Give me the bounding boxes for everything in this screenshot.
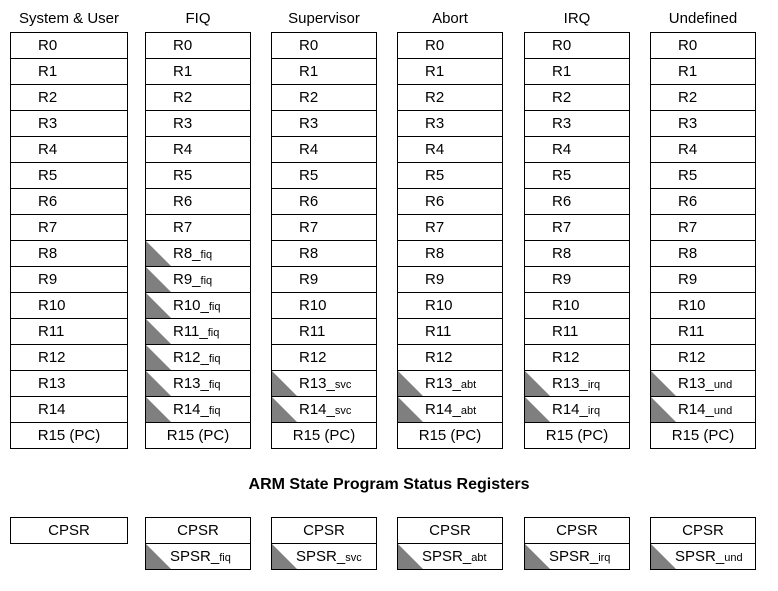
reg-name: R13_	[299, 375, 335, 392]
reg-cell	[397, 137, 503, 163]
reg-cell	[524, 32, 630, 59]
reg-cell	[650, 163, 756, 189]
mode-header: IRQ	[563, 10, 591, 27]
reg-name: R15 (PC)	[545, 427, 609, 444]
reg-cell	[524, 85, 630, 111]
mode-header: Undefined	[668, 10, 738, 27]
reg-mode-suffix: und	[713, 379, 733, 391]
banked-register-marker	[146, 241, 171, 266]
reg-name: R9	[678, 271, 698, 288]
reg-name: R4	[38, 141, 58, 158]
reg-name: R3	[678, 115, 698, 132]
reg-cell	[271, 32, 377, 59]
reg-cell	[271, 137, 377, 163]
reg-cell	[524, 163, 630, 189]
reg-cell	[397, 371, 503, 397]
reg-name: R5	[552, 167, 572, 184]
reg-cell	[10, 111, 128, 137]
psr-mode-suffix: irq	[598, 552, 611, 564]
reg-cell	[10, 371, 128, 397]
psr-name: SPSR_	[675, 548, 725, 565]
reg-name: R7	[173, 219, 193, 236]
reg-mode-suffix: fiq	[200, 249, 213, 261]
reg-cell	[10, 397, 128, 423]
reg-name: R3	[38, 115, 58, 132]
reg-cell	[650, 111, 756, 137]
reg-name: R6	[425, 193, 445, 210]
reg-cell	[145, 267, 251, 293]
banked-register-marker	[398, 397, 423, 422]
reg-name: R14_	[299, 401, 335, 418]
reg-name: R6	[173, 193, 193, 210]
reg-name: R11	[678, 323, 705, 340]
reg-name: R2	[552, 89, 572, 106]
reg-name: R13_	[678, 375, 714, 392]
reg-name: R0	[38, 37, 58, 54]
psr-name: SPSR_	[422, 548, 472, 565]
reg-name: R11	[38, 323, 65, 340]
mode-column	[397, 6, 503, 449]
psr-name: CPSR	[556, 522, 598, 539]
reg-cell	[397, 293, 503, 319]
reg-name: R15 (PC)	[166, 427, 230, 444]
reg-name: R10_	[173, 297, 209, 314]
reg-cell	[10, 163, 128, 189]
reg-name: R9_	[173, 271, 201, 288]
banked-register-marker	[525, 544, 550, 569]
reg-cell	[10, 189, 128, 215]
reg-name: R1	[299, 63, 319, 80]
reg-cell	[524, 189, 630, 215]
reg-name: R7	[38, 219, 58, 236]
reg-cell	[524, 59, 630, 85]
psr-cell	[271, 544, 377, 570]
reg-cell	[524, 345, 630, 371]
reg-cell	[271, 111, 377, 137]
reg-mode-suffix: fiq	[200, 275, 213, 287]
psr-mode-suffix: abt	[471, 552, 487, 564]
reg-cell	[524, 397, 630, 423]
reg-cell	[650, 319, 756, 345]
reg-name: R12	[38, 349, 66, 366]
banked-register-marker	[146, 371, 171, 396]
reg-name: R1	[678, 63, 698, 80]
reg-mode-suffix: svc	[334, 379, 352, 391]
psr-name: SPSR_	[170, 548, 220, 565]
banked-register-marker	[272, 544, 297, 569]
reg-cell	[650, 397, 756, 423]
reg-mode-suffix: abt	[460, 379, 477, 391]
reg-cell	[397, 85, 503, 111]
banked-register-marker	[146, 267, 171, 292]
banked-register-marker	[146, 345, 171, 370]
reg-name: R5	[425, 167, 445, 184]
psr-mode-suffix: und	[724, 552, 743, 564]
reg-cell	[271, 293, 377, 319]
reg-cell	[397, 397, 503, 423]
register-bank	[524, 32, 630, 449]
reg-name: R4	[299, 141, 319, 158]
reg-mode-suffix: fiq	[208, 353, 221, 365]
banked-register-marker	[146, 319, 171, 344]
reg-name: R2	[425, 89, 445, 106]
reg-cell	[650, 293, 756, 319]
reg-cell	[397, 163, 503, 189]
status-register-group	[397, 517, 503, 570]
psr-cell	[145, 544, 251, 570]
reg-name: R1	[552, 63, 572, 80]
banked-register-marker	[525, 397, 550, 422]
reg-cell	[145, 215, 251, 241]
reg-name: R3	[299, 115, 319, 132]
reg-cell	[145, 397, 251, 423]
reg-cell	[10, 137, 128, 163]
reg-name: R2	[38, 89, 58, 106]
banked-register-marker	[398, 371, 423, 396]
psr-cell	[397, 544, 503, 570]
reg-name: R5	[299, 167, 319, 184]
reg-cell	[10, 241, 128, 267]
reg-name: R6	[678, 193, 698, 210]
reg-cell	[10, 215, 128, 241]
reg-cell	[145, 163, 251, 189]
reg-cell	[650, 59, 756, 85]
reg-cell	[397, 241, 503, 267]
reg-cell	[650, 267, 756, 293]
reg-cell	[650, 241, 756, 267]
reg-name: R2	[173, 89, 193, 106]
reg-cell	[524, 319, 630, 345]
reg-mode-suffix: fiq	[207, 327, 220, 339]
reg-cell	[145, 85, 251, 111]
status-register-group	[145, 517, 251, 570]
reg-cell	[524, 137, 630, 163]
reg-name: R11_	[173, 323, 208, 340]
reg-name: R8	[552, 245, 572, 262]
reg-cell	[10, 59, 128, 85]
reg-mode-suffix: fiq	[208, 379, 221, 391]
reg-cell	[271, 397, 377, 423]
reg-cell	[650, 189, 756, 215]
reg-mode-suffix: fiq	[208, 405, 221, 417]
reg-name: R15 (PC)	[418, 427, 482, 444]
reg-name: R13_	[425, 375, 461, 392]
reg-name: R3	[552, 115, 572, 132]
reg-name: R15 (PC)	[671, 427, 735, 444]
reg-name: R14_	[552, 401, 588, 418]
reg-name: R8	[38, 245, 58, 262]
reg-cell	[397, 319, 503, 345]
reg-cell	[397, 189, 503, 215]
reg-name: R7	[425, 219, 445, 236]
mode-header: Abort	[432, 10, 468, 27]
reg-name: R3	[173, 115, 193, 132]
reg-name: R12	[425, 349, 453, 366]
psr-name: CPSR	[303, 522, 345, 539]
reg-mode-suffix: fiq	[208, 301, 221, 313]
psr-name: CPSR	[682, 522, 724, 539]
reg-name: R8_	[173, 245, 201, 262]
reg-name: R4	[678, 141, 698, 158]
reg-name: R11	[552, 323, 579, 340]
banked-register-marker	[272, 371, 297, 396]
banked-register-marker	[272, 397, 297, 422]
reg-cell	[271, 85, 377, 111]
reg-cell	[397, 215, 503, 241]
reg-cell	[271, 423, 377, 449]
psr-cell	[524, 544, 630, 570]
reg-name: R15 (PC)	[37, 427, 101, 444]
status-register-group	[524, 517, 630, 570]
reg-cell	[10, 423, 128, 449]
reg-cell	[145, 345, 251, 371]
reg-cell	[650, 345, 756, 371]
reg-mode-suffix: abt	[460, 405, 477, 417]
reg-cell	[271, 345, 377, 371]
reg-cell	[145, 59, 251, 85]
psr-section-title: ARM State Program Status Registers	[248, 476, 530, 493]
reg-cell	[271, 215, 377, 241]
reg-cell	[524, 111, 630, 137]
reg-cell	[650, 215, 756, 241]
reg-name: R14_	[173, 401, 209, 418]
reg-cell	[10, 85, 128, 111]
reg-name: R6	[38, 193, 58, 210]
banked-register-marker	[651, 544, 676, 569]
reg-name: R14_	[678, 401, 714, 418]
reg-cell	[397, 267, 503, 293]
reg-cell	[650, 137, 756, 163]
reg-mode-suffix: irq	[587, 405, 601, 417]
reg-name: R0	[552, 37, 572, 54]
reg-name: R9	[425, 271, 445, 288]
status-register-group	[271, 517, 377, 570]
mode-header: Supervisor	[288, 10, 360, 27]
reg-name: R12_	[173, 349, 209, 366]
reg-name: R1	[425, 63, 445, 80]
reg-cell	[145, 189, 251, 215]
reg-name: R13_	[173, 375, 209, 392]
reg-name: R11	[425, 323, 452, 340]
reg-name: R9	[38, 271, 58, 288]
reg-cell	[397, 111, 503, 137]
reg-name: R4	[425, 141, 445, 158]
reg-name: R8	[299, 245, 319, 262]
psr-name: CPSR	[48, 522, 90, 539]
reg-name: R13	[38, 375, 66, 392]
reg-name: R10	[425, 297, 453, 314]
reg-name: R4	[173, 141, 193, 158]
reg-cell	[524, 241, 630, 267]
reg-cell	[271, 241, 377, 267]
reg-cell	[10, 345, 128, 371]
psr-cell	[397, 517, 503, 544]
reg-cell	[10, 319, 128, 345]
reg-cell	[145, 319, 251, 345]
reg-name: R0	[425, 37, 445, 54]
reg-name: R14_	[425, 401, 461, 418]
reg-name: R10	[678, 297, 706, 314]
reg-cell	[10, 267, 128, 293]
psr-cell	[524, 517, 630, 544]
reg-cell	[524, 423, 630, 449]
reg-name: R7	[299, 219, 319, 236]
reg-name: R5	[173, 167, 193, 184]
reg-name: R8	[678, 245, 698, 262]
reg-name: R12	[299, 349, 327, 366]
reg-cell	[271, 319, 377, 345]
reg-cell	[524, 267, 630, 293]
reg-name: R14	[38, 401, 66, 418]
reg-mode-suffix: und	[713, 405, 733, 417]
reg-name: R0	[173, 37, 193, 54]
status-register-group	[10, 517, 128, 544]
reg-name: R11	[299, 323, 326, 340]
mode-header: System & User	[18, 10, 120, 27]
reg-cell	[524, 293, 630, 319]
mode-column	[10, 6, 128, 449]
reg-cell	[271, 59, 377, 85]
reg-cell	[271, 371, 377, 397]
psr-mode-suffix: fiq	[219, 552, 231, 564]
mode-column	[650, 6, 756, 449]
reg-cell	[397, 32, 503, 59]
psr-cell	[145, 517, 251, 544]
banked-register-marker	[146, 293, 171, 318]
reg-name: R7	[678, 219, 698, 236]
reg-name: R5	[38, 167, 58, 184]
reg-name: R6	[552, 193, 572, 210]
reg-name: R6	[299, 193, 319, 210]
banked-register-marker	[651, 397, 676, 422]
banked-register-marker	[525, 371, 550, 396]
reg-name: R8	[425, 245, 445, 262]
register-bank	[145, 32, 251, 449]
reg-cell	[271, 189, 377, 215]
reg-name: R1	[173, 63, 193, 80]
mode-column	[271, 6, 377, 449]
reg-name: R10	[552, 297, 580, 314]
reg-cell	[145, 371, 251, 397]
banked-register-marker	[398, 544, 423, 569]
psr-name: CPSR	[429, 522, 471, 539]
register-bank	[650, 32, 756, 449]
reg-mode-suffix: irq	[587, 379, 601, 391]
status-register-group	[650, 517, 756, 570]
psr-cell	[650, 544, 756, 570]
reg-name: R1	[38, 63, 58, 80]
psr-name: SPSR_	[549, 548, 599, 565]
reg-name: R2	[299, 89, 319, 106]
reg-cell	[650, 423, 756, 449]
reg-cell	[524, 215, 630, 241]
reg-mode-suffix: svc	[334, 405, 352, 417]
reg-name: R7	[552, 219, 572, 236]
banked-register-marker	[146, 397, 171, 422]
reg-name: R9	[552, 271, 572, 288]
reg-cell	[10, 32, 128, 59]
reg-cell	[145, 137, 251, 163]
reg-name: R12	[552, 349, 580, 366]
reg-cell	[524, 371, 630, 397]
psr-cell	[650, 517, 756, 544]
register-bank	[271, 32, 377, 449]
reg-cell	[397, 59, 503, 85]
reg-name: R10	[38, 297, 66, 314]
reg-cell	[145, 111, 251, 137]
reg-cell	[397, 345, 503, 371]
psr-cell	[10, 517, 128, 544]
reg-cell	[650, 371, 756, 397]
psr-name: CPSR	[177, 522, 219, 539]
banked-register-marker	[146, 544, 171, 569]
reg-cell	[145, 423, 251, 449]
reg-cell	[271, 267, 377, 293]
register-bank	[397, 32, 503, 449]
reg-name: R5	[678, 167, 698, 184]
reg-cell	[10, 293, 128, 319]
mode-header: FIQ	[185, 10, 211, 27]
reg-name: R13_	[552, 375, 588, 392]
psr-mode-suffix: svc	[345, 552, 362, 564]
reg-name: R10	[299, 297, 327, 314]
psr-name: SPSR_	[296, 548, 346, 565]
reg-name: R2	[678, 89, 698, 106]
mode-column	[145, 6, 251, 449]
reg-name: R3	[425, 115, 445, 132]
reg-cell	[650, 32, 756, 59]
reg-cell	[145, 293, 251, 319]
reg-name: R0	[299, 37, 319, 54]
register-bank	[10, 32, 128, 449]
reg-cell	[145, 241, 251, 267]
psr-cell	[271, 517, 377, 544]
reg-cell	[397, 423, 503, 449]
reg-cell	[650, 85, 756, 111]
reg-cell	[145, 32, 251, 59]
reg-name: R9	[299, 271, 319, 288]
banked-register-marker	[651, 371, 676, 396]
mode-column	[524, 6, 630, 449]
reg-name: R15 (PC)	[292, 427, 356, 444]
reg-cell	[271, 163, 377, 189]
reg-name: R12	[678, 349, 706, 366]
reg-name: R0	[678, 37, 698, 54]
reg-name: R4	[552, 141, 572, 158]
